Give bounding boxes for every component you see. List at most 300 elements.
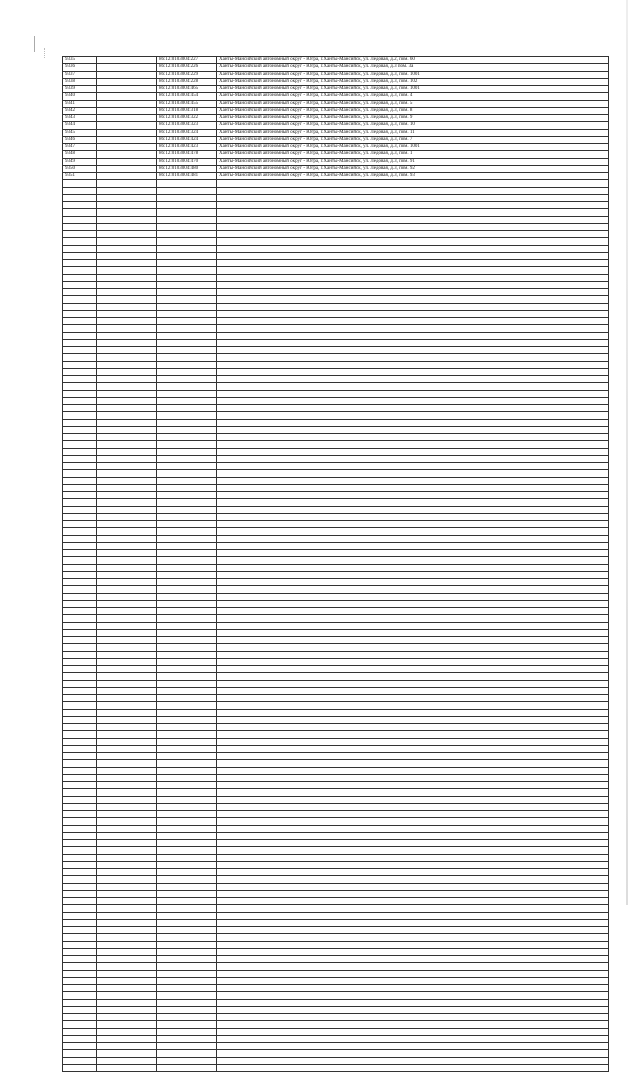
cell-addr bbox=[217, 441, 609, 448]
cell-b bbox=[157, 463, 217, 470]
cell-addr bbox=[217, 383, 609, 390]
cell-addr bbox=[217, 948, 609, 955]
cell-num: 9351 bbox=[63, 173, 97, 180]
cell-b bbox=[157, 412, 217, 419]
cell-num bbox=[63, 709, 97, 716]
cell-a bbox=[97, 376, 157, 383]
cell-addr bbox=[217, 927, 609, 934]
table-row-illegible bbox=[63, 470, 609, 477]
cell-b bbox=[157, 296, 217, 303]
table-row-illegible bbox=[63, 876, 609, 883]
table-row-illegible bbox=[63, 1064, 609, 1071]
cell-num bbox=[63, 840, 97, 847]
cell-num bbox=[63, 209, 97, 216]
cell-addr bbox=[217, 861, 609, 868]
cell-a bbox=[97, 695, 157, 702]
cell-addr bbox=[217, 869, 609, 876]
table-row-illegible bbox=[63, 289, 609, 296]
cell-addr bbox=[217, 956, 609, 963]
cell-b bbox=[157, 673, 217, 680]
cell-b bbox=[157, 470, 217, 477]
cell-a bbox=[97, 412, 157, 419]
table-row-illegible bbox=[63, 441, 609, 448]
table-row-illegible bbox=[63, 521, 609, 528]
table-row-illegible bbox=[63, 477, 609, 484]
cell-b bbox=[157, 818, 217, 825]
cell-num bbox=[63, 1050, 97, 1057]
cell-addr bbox=[217, 557, 609, 564]
cell-num bbox=[63, 985, 97, 992]
cell-num bbox=[63, 310, 97, 317]
cell-a bbox=[97, 637, 157, 644]
cell-num bbox=[63, 470, 97, 477]
table-row-illegible bbox=[63, 231, 609, 238]
cell-addr: Ханты-Мансийский автономный округ - Югра, г.Ханты-Мансийск, ул. Ледовая, д.3, пом. 10 bbox=[217, 122, 609, 129]
table-row-illegible bbox=[63, 753, 609, 760]
cell-num bbox=[63, 1057, 97, 1064]
cell-addr bbox=[217, 397, 609, 404]
cell-b bbox=[157, 912, 217, 919]
cell-a bbox=[97, 1014, 157, 1021]
table-row bbox=[63, 93, 609, 100]
cell-addr bbox=[217, 216, 609, 223]
scan-artifact-dots bbox=[44, 48, 46, 58]
table-row-illegible bbox=[63, 1043, 609, 1050]
cell-num: 9340 bbox=[63, 93, 97, 100]
cell-num bbox=[63, 919, 97, 926]
cell-num bbox=[63, 441, 97, 448]
cell-a bbox=[97, 86, 157, 93]
table-row-illegible bbox=[63, 434, 609, 441]
cell-b bbox=[157, 963, 217, 970]
table-row-illegible bbox=[63, 963, 609, 970]
cell-b bbox=[157, 782, 217, 789]
cell-a bbox=[97, 448, 157, 455]
table-row-illegible bbox=[63, 702, 609, 709]
cell-addr bbox=[217, 339, 609, 346]
table-row-illegible bbox=[63, 985, 609, 992]
cell-b bbox=[157, 571, 217, 578]
cell-a bbox=[97, 318, 157, 325]
cell-a bbox=[97, 883, 157, 890]
cell-b bbox=[157, 825, 217, 832]
table-row-illegible bbox=[63, 890, 609, 897]
cell-num bbox=[63, 818, 97, 825]
table-row-illegible bbox=[63, 325, 609, 332]
table-row-illegible bbox=[63, 912, 609, 919]
cell-addr bbox=[217, 506, 609, 513]
cell-num bbox=[63, 629, 97, 636]
cell-addr: Ханты-Мансийский автономный округ - Югра, г.Ханты-Мансийск, ул. Ледовая, д.3, пом. 1 bbox=[217, 151, 609, 158]
cell-num bbox=[63, 434, 97, 441]
cell-a bbox=[97, 477, 157, 484]
cell-addr bbox=[217, 332, 609, 339]
table-row-illegible bbox=[63, 448, 609, 455]
cell-num bbox=[63, 622, 97, 629]
table-row-illegible bbox=[63, 992, 609, 999]
cell-a bbox=[97, 281, 157, 288]
cell-addr bbox=[217, 571, 609, 578]
cell-num bbox=[63, 600, 97, 607]
cell-b bbox=[157, 318, 217, 325]
table-row-illegible bbox=[63, 542, 609, 549]
cell-b bbox=[157, 180, 217, 187]
cell-num bbox=[63, 564, 97, 571]
cell-num bbox=[63, 666, 97, 673]
cell-b bbox=[157, 325, 217, 332]
cell-b bbox=[157, 898, 217, 905]
cell-num bbox=[63, 847, 97, 854]
table-row-illegible bbox=[63, 281, 609, 288]
cell-num bbox=[63, 448, 97, 455]
table-row-illegible bbox=[63, 687, 609, 694]
cell-a bbox=[97, 738, 157, 745]
cell-a bbox=[97, 115, 157, 122]
cell-b bbox=[157, 289, 217, 296]
cell-addr bbox=[217, 1006, 609, 1013]
cell-addr bbox=[217, 905, 609, 912]
table-row-illegible bbox=[63, 883, 609, 890]
cell-num bbox=[63, 303, 97, 310]
cell-a bbox=[97, 608, 157, 615]
cell-num bbox=[63, 579, 97, 586]
cell-b bbox=[157, 999, 217, 1006]
cell-num bbox=[63, 513, 97, 520]
cell-addr bbox=[217, 767, 609, 774]
cell-a bbox=[97, 339, 157, 346]
cell-addr bbox=[217, 680, 609, 687]
cell-a bbox=[97, 724, 157, 731]
table-row-illegible bbox=[63, 209, 609, 216]
cell-addr bbox=[217, 354, 609, 361]
cell-num bbox=[63, 180, 97, 187]
cell-addr bbox=[217, 513, 609, 520]
cell-a bbox=[97, 57, 157, 64]
cell-a bbox=[97, 760, 157, 767]
cell-num bbox=[63, 912, 97, 919]
cell-addr bbox=[217, 629, 609, 636]
cell-num bbox=[63, 796, 97, 803]
cell-addr bbox=[217, 963, 609, 970]
cell-a bbox=[97, 238, 157, 245]
table-row-illegible bbox=[63, 709, 609, 716]
cell-a bbox=[97, 194, 157, 201]
cell-a bbox=[97, 361, 157, 368]
cell-num bbox=[63, 963, 97, 970]
cell-num bbox=[63, 455, 97, 462]
cell-b bbox=[157, 883, 217, 890]
cell-b bbox=[157, 745, 217, 752]
cell-num bbox=[63, 1021, 97, 1028]
cell-num bbox=[63, 637, 97, 644]
cell-num bbox=[63, 716, 97, 723]
cell-num bbox=[63, 354, 97, 361]
table-row-illegible bbox=[63, 934, 609, 941]
cell-a bbox=[97, 825, 157, 832]
cell-addr bbox=[217, 550, 609, 557]
cell-b bbox=[157, 434, 217, 441]
cell-num bbox=[63, 999, 97, 1006]
table-row-illegible bbox=[63, 376, 609, 383]
cell-b bbox=[157, 941, 217, 948]
cell-addr bbox=[217, 223, 609, 230]
cell-addr bbox=[217, 448, 609, 455]
cell-a bbox=[97, 818, 157, 825]
cell-num bbox=[63, 223, 97, 230]
cell-a bbox=[97, 209, 157, 216]
table-row-illegible bbox=[63, 651, 609, 658]
table-row bbox=[63, 144, 609, 151]
table-row-illegible bbox=[63, 310, 609, 317]
table-row-illegible bbox=[63, 637, 609, 644]
cell-addr bbox=[217, 209, 609, 216]
table-row bbox=[63, 64, 609, 71]
cell-a bbox=[97, 1064, 157, 1071]
cell-num bbox=[63, 774, 97, 781]
cell-addr bbox=[217, 702, 609, 709]
cell-addr bbox=[217, 999, 609, 1006]
cell-num bbox=[63, 651, 97, 658]
cell-num bbox=[63, 397, 97, 404]
table-row-illegible bbox=[63, 245, 609, 252]
cell-num bbox=[63, 1035, 97, 1042]
cell-addr bbox=[217, 521, 609, 528]
table-row-illegible bbox=[63, 390, 609, 397]
cell-addr bbox=[217, 347, 609, 354]
cell-b: 86:12:0103004:324 bbox=[157, 129, 217, 136]
cell-num bbox=[63, 194, 97, 201]
cell-addr bbox=[217, 695, 609, 702]
cell-a bbox=[97, 1043, 157, 1050]
table-row-illegible bbox=[63, 528, 609, 535]
cell-num bbox=[63, 753, 97, 760]
cell-addr bbox=[217, 992, 609, 999]
table-row bbox=[63, 100, 609, 107]
table-row-illegible bbox=[63, 970, 609, 977]
cell-addr: Ханты-Мансийский автономный округ - Югра, г.Ханты-Мансийск, ул. Ледовая, д.3, пом. 11 bbox=[217, 129, 609, 136]
table-row-illegible bbox=[63, 745, 609, 752]
cell-addr bbox=[217, 832, 609, 839]
table-row-illegible bbox=[63, 977, 609, 984]
cell-a bbox=[97, 513, 157, 520]
cell-num bbox=[63, 760, 97, 767]
table-row-illegible bbox=[63, 223, 609, 230]
cell-b bbox=[157, 339, 217, 346]
table-row-illegible bbox=[63, 869, 609, 876]
cell-a bbox=[97, 354, 157, 361]
cell-b bbox=[157, 332, 217, 339]
cell-num bbox=[63, 1028, 97, 1035]
table-row-illegible bbox=[63, 738, 609, 745]
table-row-illegible bbox=[63, 782, 609, 789]
cell-a bbox=[97, 673, 157, 680]
table-row bbox=[63, 158, 609, 165]
cell-b bbox=[157, 564, 217, 571]
cell-b bbox=[157, 948, 217, 955]
cell-num bbox=[63, 550, 97, 557]
cell-num bbox=[63, 318, 97, 325]
cell-num bbox=[63, 405, 97, 412]
cell-b bbox=[157, 651, 217, 658]
cell-addr bbox=[217, 1057, 609, 1064]
cell-addr bbox=[217, 542, 609, 549]
cell-addr bbox=[217, 231, 609, 238]
cell-addr bbox=[217, 187, 609, 194]
cell-a bbox=[97, 535, 157, 542]
table-row bbox=[63, 71, 609, 78]
cell-a bbox=[97, 629, 157, 636]
cell-num bbox=[63, 412, 97, 419]
cell-num bbox=[63, 368, 97, 375]
cell-num bbox=[63, 274, 97, 281]
cell-b bbox=[157, 477, 217, 484]
cell-b bbox=[157, 803, 217, 810]
cell-addr bbox=[217, 252, 609, 259]
cell-b bbox=[157, 281, 217, 288]
cell-a bbox=[97, 745, 157, 752]
cell-a bbox=[97, 296, 157, 303]
cell-a bbox=[97, 861, 157, 868]
cell-a bbox=[97, 854, 157, 861]
cell-a bbox=[97, 919, 157, 926]
cell-addr bbox=[217, 325, 609, 332]
cell-num bbox=[63, 811, 97, 818]
cell-a bbox=[97, 564, 157, 571]
cell-addr: Ханты-Мансийский автономный округ - Югра, г.Ханты-Мансийск, ул. Ледовая, д.3, пом. 5 bbox=[217, 100, 609, 107]
table-row-illegible bbox=[63, 615, 609, 622]
table-row-illegible bbox=[63, 861, 609, 868]
cell-num bbox=[63, 644, 97, 651]
table-row-illegible bbox=[63, 354, 609, 361]
cell-num bbox=[63, 281, 97, 288]
cell-b bbox=[157, 1021, 217, 1028]
cell-a bbox=[97, 325, 157, 332]
cell-num bbox=[63, 782, 97, 789]
cell-a bbox=[97, 832, 157, 839]
cell-num bbox=[63, 361, 97, 368]
cell-b: 86:12:0103004:480 bbox=[157, 165, 217, 172]
cell-a bbox=[97, 550, 157, 557]
cell-a bbox=[97, 144, 157, 151]
cell-a bbox=[97, 397, 157, 404]
cell-b: 86:12:0103004:423 bbox=[157, 144, 217, 151]
cell-b bbox=[157, 550, 217, 557]
table-row-illegible bbox=[63, 303, 609, 310]
cell-addr bbox=[217, 180, 609, 187]
table-row-illegible bbox=[63, 296, 609, 303]
cell-a bbox=[97, 267, 157, 274]
table-row bbox=[63, 57, 609, 64]
cell-a bbox=[97, 405, 157, 412]
cell-a bbox=[97, 948, 157, 955]
cell-num bbox=[63, 992, 97, 999]
cell-a bbox=[97, 644, 157, 651]
cell-num bbox=[63, 521, 97, 528]
cell-a bbox=[97, 231, 157, 238]
cell-num bbox=[63, 187, 97, 194]
cell-b bbox=[157, 216, 217, 223]
cell-b bbox=[157, 528, 217, 535]
cell-addr: Ханты-Мансийский автономный округ - Югра, г.Ханты-Мансийск, ул. Ледовая, д.3, пом. 8 bbox=[217, 107, 609, 114]
cell-addr bbox=[217, 825, 609, 832]
cell-addr bbox=[217, 455, 609, 462]
table-row-illegible bbox=[63, 274, 609, 281]
cell-b bbox=[157, 419, 217, 426]
cell-b bbox=[157, 441, 217, 448]
cell-addr bbox=[217, 666, 609, 673]
cell-num bbox=[63, 861, 97, 868]
table-row bbox=[63, 107, 609, 114]
cell-num bbox=[63, 941, 97, 948]
cell-b bbox=[157, 716, 217, 723]
cell-a bbox=[97, 709, 157, 716]
cell-b: 86:12:0103004:470 bbox=[157, 158, 217, 165]
cell-a bbox=[97, 165, 157, 172]
cell-num: 9347 bbox=[63, 144, 97, 151]
cell-a bbox=[97, 136, 157, 143]
cell-a bbox=[97, 347, 157, 354]
cell-num bbox=[63, 738, 97, 745]
cell-addr bbox=[217, 484, 609, 491]
cell-a bbox=[97, 680, 157, 687]
cell-b bbox=[157, 187, 217, 194]
cell-b bbox=[157, 1057, 217, 1064]
table-row-illegible bbox=[63, 194, 609, 201]
cell-b: 86:12:0103004:455 bbox=[157, 100, 217, 107]
cell-b bbox=[157, 832, 217, 839]
cell-b bbox=[157, 637, 217, 644]
cell-num bbox=[63, 506, 97, 513]
table-row-illegible bbox=[63, 455, 609, 462]
cell-num bbox=[63, 593, 97, 600]
cell-a bbox=[97, 289, 157, 296]
cell-num: 9342 bbox=[63, 107, 97, 114]
cell-addr bbox=[217, 782, 609, 789]
cell-b: 86:12:0103004:478 bbox=[157, 151, 217, 158]
cell-a bbox=[97, 557, 157, 564]
cell-b bbox=[157, 905, 217, 912]
cell-a bbox=[97, 687, 157, 694]
cell-b bbox=[157, 724, 217, 731]
cell-num bbox=[63, 542, 97, 549]
cell-num bbox=[63, 419, 97, 426]
cell-a bbox=[97, 767, 157, 774]
cell-addr bbox=[217, 390, 609, 397]
cell-addr bbox=[217, 426, 609, 433]
cell-addr bbox=[217, 985, 609, 992]
table-row bbox=[63, 173, 609, 180]
cell-addr bbox=[217, 267, 609, 274]
cell-b bbox=[157, 644, 217, 651]
cell-b bbox=[157, 245, 217, 252]
table-row-illegible bbox=[63, 557, 609, 564]
cell-num bbox=[63, 970, 97, 977]
cell-num: 9345 bbox=[63, 129, 97, 136]
cell-a bbox=[97, 455, 157, 462]
cell-num bbox=[63, 789, 97, 796]
table-row-illegible bbox=[63, 202, 609, 209]
cell-num: 9343 bbox=[63, 115, 97, 122]
table-row-illegible bbox=[63, 405, 609, 412]
cell-b bbox=[157, 492, 217, 499]
cell-num bbox=[63, 245, 97, 252]
cell-a bbox=[97, 173, 157, 180]
cell-num bbox=[63, 325, 97, 332]
cell-num bbox=[63, 383, 97, 390]
cell-b: 86:12:0103004:424 bbox=[157, 136, 217, 143]
cell-b bbox=[157, 695, 217, 702]
cell-num bbox=[63, 724, 97, 731]
